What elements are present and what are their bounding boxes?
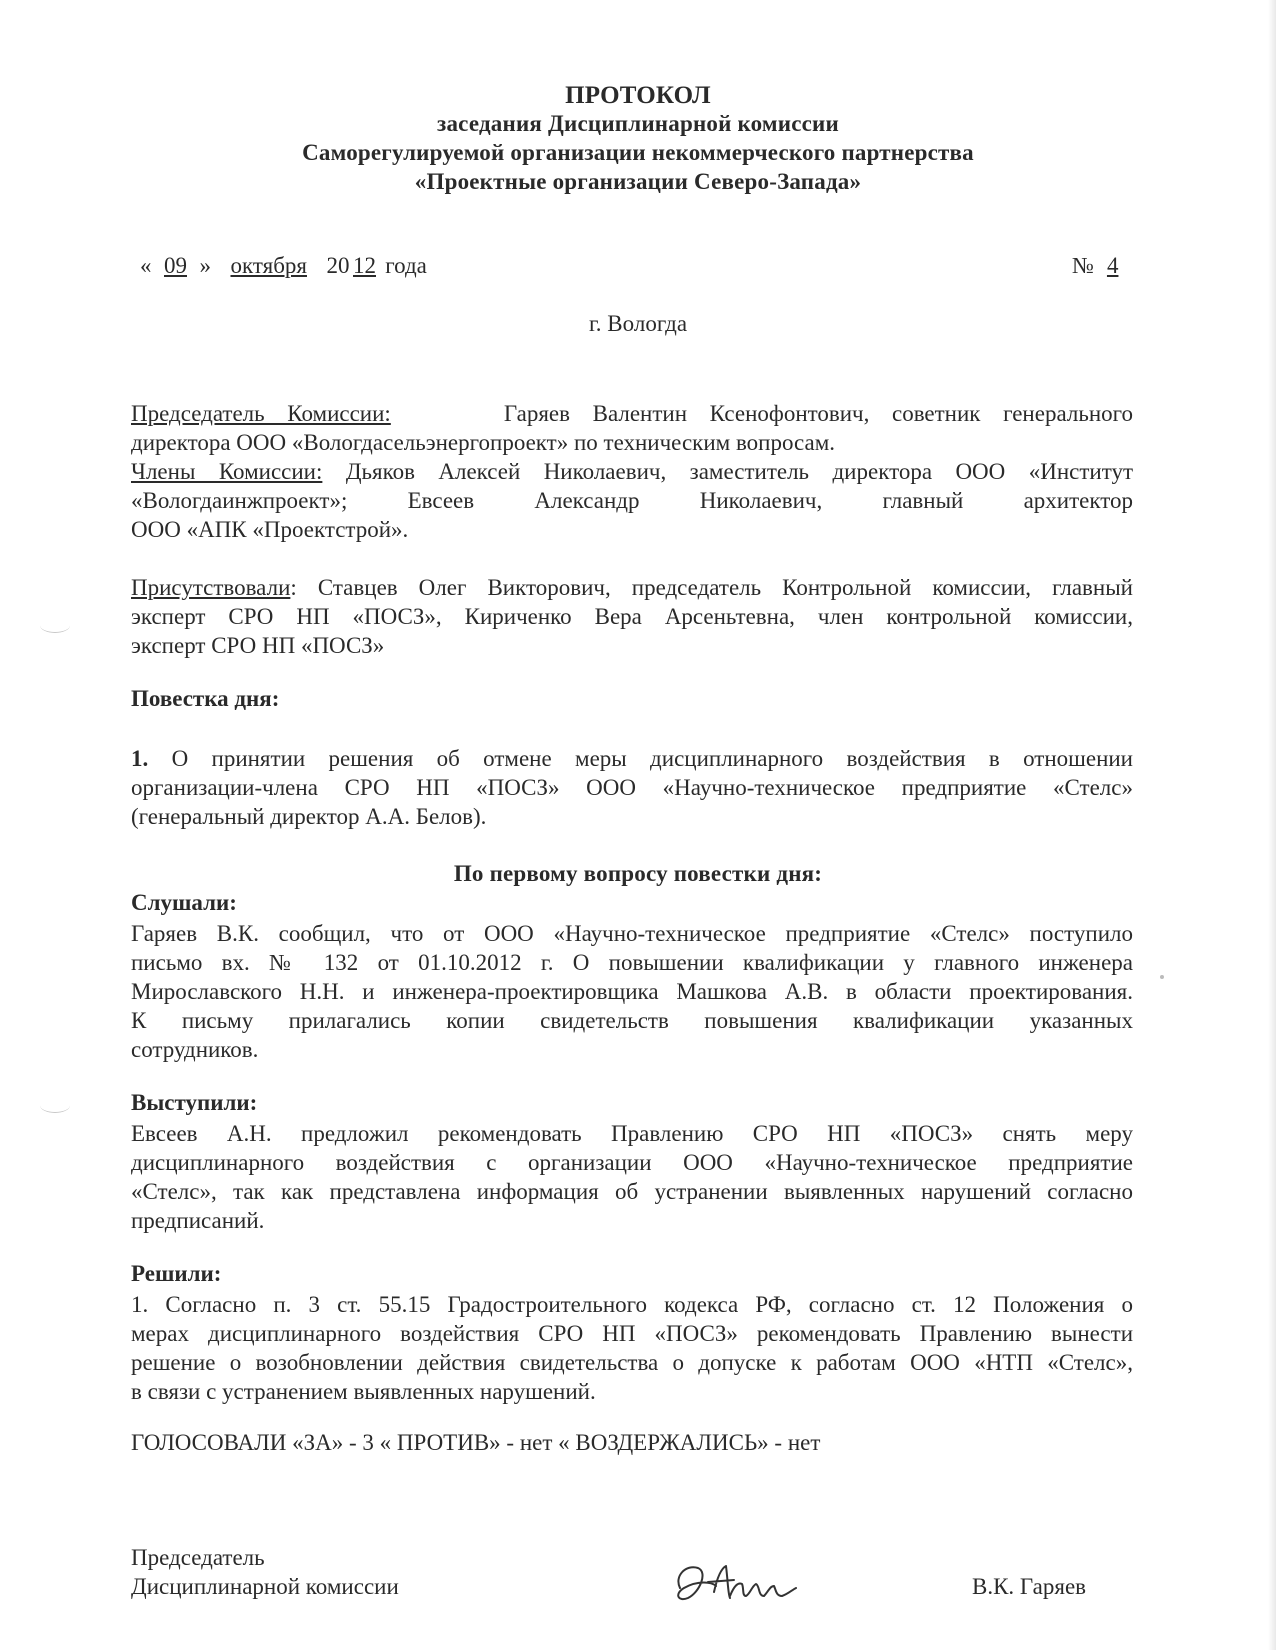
agenda-item	[131, 744, 1133, 831]
attendees-text: : Ставцев Олег Викторович, председатель Контрольной комиссии, главный	[290, 575, 1133, 600]
decided-line3: решение о возобновлении действия свидетельства о допуске к работам ООО «НТП «Стелс»,	[131, 1350, 1133, 1375]
heard-block	[131, 919, 1133, 1064]
attendees-text-line3: эксперт СРО НП «ПОСЗ»	[131, 633, 385, 658]
spoke-line3: «Стелс», так как представлена информация об устранении выявленных нарушений согласно	[131, 1179, 1133, 1204]
date-year-prefix: 20	[326, 253, 350, 278]
heard-line2: письмо вх. № 132 от 01.10.2012 г. О повышении квалификации у главного инженера	[131, 950, 1133, 975]
document-title: ПРОТОКОЛ	[565, 82, 711, 109]
protocol-number	[1072, 253, 1126, 279]
heard-line3: Мирославского Н.Н. и инженера-проектировщика Машкова А.В. в области проектирования.	[131, 979, 1133, 1004]
members-label: Члены Комиссии:	[131, 459, 323, 484]
page-edge-shadow	[1268, 0, 1276, 1650]
chair-line	[131, 399, 1133, 428]
date-day: 09	[164, 253, 187, 278]
attendees-block	[131, 573, 1133, 660]
city: г. Вологда	[588, 311, 688, 336]
spoke-label: Выступили:	[131, 1090, 258, 1115]
decided-label: Решили:	[131, 1261, 222, 1286]
attendees-line	[131, 573, 1133, 602]
heard-line5: сотрудников.	[131, 1037, 259, 1062]
scan-speck	[1160, 975, 1164, 979]
number-label: №	[1072, 253, 1094, 278]
decided-line2: мерах дисциплинарного воздействия СРО НП «ПОСЗ» рекомендовать Правлению вынести	[131, 1321, 1133, 1346]
spoke-block	[131, 1119, 1133, 1235]
document-subtitle-2: Саморегулируемой организации некоммерческого партнерства	[302, 140, 974, 165]
spoke-line1: Евсеев А.Н. предложил рекомендовать Правлению СРО НП «ПОСЗ» снять меру	[131, 1121, 1133, 1146]
date-year-word: года	[385, 253, 427, 278]
members-text-line3: ООО «АПК «Проектстрой».	[131, 517, 409, 542]
agenda-item-line3: (генеральный директор А.А. Белов).	[131, 804, 487, 829]
decided-line1: 1. Согласно п. 3 ст. 55.15 Градостроительного кодекса РФ, согласно ст. 12 Положения о	[131, 1292, 1133, 1317]
signer-role-line1: Председатель	[131, 1545, 265, 1570]
document-subtitle-1: заседания Дисциплинарной комиссии	[437, 111, 839, 136]
chair-label: Председатель Комиссии:	[131, 401, 391, 426]
commission-block	[131, 399, 1133, 544]
date-month: октября	[230, 253, 307, 278]
attendees-text-line2: эксперт СРО НП «ПОСЗ», Кириченко Вера Арсеньтевна, член контрольной комиссии,	[131, 604, 1133, 629]
number-value: 4	[1106, 253, 1119, 278]
chair-text-line2: директора ООО «Вологдасельэнергопроект» по техническим вопросам.	[131, 430, 836, 455]
heard-line4: К письму прилагались копии свидетельств повышения квалификации указанных	[131, 1008, 1133, 1033]
attendees-label: Присутствовали	[131, 575, 291, 600]
date-quote-open: «	[140, 253, 152, 278]
agenda-item-line2: организации-члена СРО НП «ПОСЗ» ООО «Научно-техническое предприятие «Стелс»	[131, 775, 1133, 800]
chair-text: Гаряев Валентин Ксенофонтович, советник генерального	[503, 401, 1133, 426]
decided-line4: в связи с устранением выявленных нарушений.	[131, 1379, 596, 1404]
signer-role-line2: Дисциплинарной комиссии	[131, 1574, 399, 1599]
vote-result: ГОЛОСОВАЛИ «ЗА» - 3 « ПРОТИВ» - нет « ВОЗДЕРЖАЛИСЬ» - нет	[131, 1430, 821, 1455]
signer-name: В.К. Гаряев	[972, 1574, 1087, 1599]
agenda-item-text: О принятии решения об отмене меры дисциплинарного воздействия в отношении	[171, 746, 1133, 771]
decided-block	[131, 1290, 1133, 1406]
members-line	[131, 457, 1133, 486]
agenda-heading: Повестка дня:	[131, 686, 280, 711]
document-subtitle-3: «Проектные организации Северо-Запада»	[414, 169, 862, 194]
agenda-item-number: 1.	[131, 746, 149, 771]
heard-label: Слушали:	[131, 890, 237, 915]
agenda-item-line1	[131, 744, 1133, 773]
first-question-heading: По первому вопросу повестки дня:	[453, 861, 823, 886]
handwritten-signature	[668, 1552, 828, 1612]
heard-line1: Гаряев В.К. сообщил, что от ООО «Научно-техническое предприятие «Стелс» поступило	[131, 921, 1133, 946]
punch-hole-mark	[40, 618, 70, 633]
spoke-line4: предписаний.	[131, 1208, 265, 1233]
date-quote-close: »	[199, 253, 211, 278]
members-text: Дьяков Алексей Николаевич, заместитель директора ООО «Институт	[345, 459, 1133, 484]
spoke-line2: дисциплинарного воздействия с организации ООО «Научно-техническое предприятие	[131, 1150, 1133, 1175]
date-year-suffix: 12	[353, 253, 376, 278]
date-line	[140, 253, 427, 279]
members-text-line2: «Вологдаинжпроект»; Евсеев Александр Николаевич, главный архитектор	[131, 488, 1133, 513]
punch-hole-mark	[40, 1098, 70, 1113]
